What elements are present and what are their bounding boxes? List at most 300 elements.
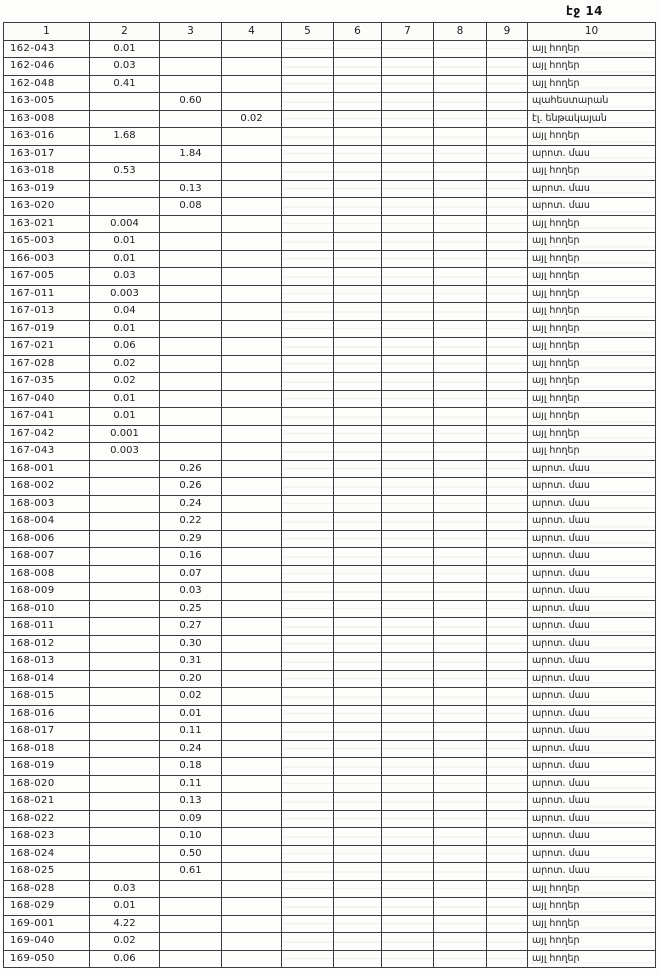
value-cell — [434, 163, 487, 181]
table-row — [4, 915, 656, 933]
parcel-code-cell: 168-004 — [4, 513, 90, 531]
value-cell — [434, 128, 487, 146]
value-cell — [90, 793, 160, 811]
value-cell — [382, 180, 434, 198]
value-cell — [382, 635, 434, 653]
value-cell — [382, 268, 434, 286]
value-cell — [222, 408, 282, 426]
value-cell — [282, 320, 334, 338]
parcel-code-cell: 166-003 — [4, 250, 90, 268]
value-cell — [434, 950, 487, 968]
value-cell — [282, 723, 334, 741]
value-cell — [434, 93, 487, 111]
table-header-row — [4, 23, 656, 41]
value-cell — [222, 670, 282, 688]
value-cell — [334, 530, 382, 548]
value-cell — [282, 670, 334, 688]
table-row — [4, 320, 656, 338]
land-type-cell: արոտ. մաս — [528, 688, 656, 706]
land-type-cell: արոտ. մաս — [528, 600, 656, 618]
value-cell — [434, 565, 487, 583]
value-cell — [282, 268, 334, 286]
value-cell — [222, 303, 282, 321]
value-cell — [282, 425, 334, 443]
value-cell — [487, 75, 528, 93]
value-cell — [160, 898, 222, 916]
parcel-code-cell: 167-019 — [4, 320, 90, 338]
value-cell — [222, 320, 282, 338]
parcel-code-cell: 168-002 — [4, 478, 90, 496]
table-row — [4, 215, 656, 233]
value-cell — [434, 250, 487, 268]
value-cell — [382, 110, 434, 128]
value-cell — [487, 110, 528, 128]
land-type-cell: այլ հողեր — [528, 285, 656, 303]
value-cell — [382, 128, 434, 146]
value-cell — [434, 268, 487, 286]
value-cell — [222, 775, 282, 793]
value-cell — [434, 355, 487, 373]
table-row — [4, 618, 656, 636]
value-cell — [434, 303, 487, 321]
table-row — [4, 723, 656, 741]
value-cell: 0.08 — [160, 198, 222, 216]
parcel-code-cell: 168-017 — [4, 723, 90, 741]
value-cell: 0.03 — [160, 583, 222, 601]
parcel-code-cell: 168-008 — [4, 565, 90, 583]
value-cell — [160, 40, 222, 58]
value-cell: 0.50 — [160, 845, 222, 863]
value-cell — [434, 530, 487, 548]
column-header: 2 — [90, 23, 160, 41]
value-cell — [382, 618, 434, 636]
value-cell — [334, 705, 382, 723]
value-cell — [487, 180, 528, 198]
table-row — [4, 198, 656, 216]
value-cell: 0.20 — [160, 670, 222, 688]
value-cell: 1.68 — [90, 128, 160, 146]
value-cell — [222, 180, 282, 198]
value-cell — [334, 128, 382, 146]
value-cell — [334, 653, 382, 671]
value-cell — [487, 373, 528, 391]
value-cell — [90, 688, 160, 706]
table-row — [4, 285, 656, 303]
column-header: 8 — [434, 23, 487, 41]
value-cell: 0.03 — [90, 880, 160, 898]
land-type-cell: այլ հողեր — [528, 933, 656, 951]
value-cell — [222, 688, 282, 706]
value-cell — [222, 600, 282, 618]
parcel-code-cell: 167-005 — [4, 268, 90, 286]
value-cell: 0.18 — [160, 758, 222, 776]
value-cell: 0.003 — [90, 443, 160, 461]
value-cell: 0.03 — [90, 58, 160, 76]
value-cell — [222, 723, 282, 741]
value-cell — [90, 670, 160, 688]
table-row — [4, 460, 656, 478]
parcel-code-cell: 168-024 — [4, 845, 90, 863]
value-cell: 0.01 — [90, 320, 160, 338]
value-cell — [434, 198, 487, 216]
value-cell — [282, 40, 334, 58]
value-cell — [282, 513, 334, 531]
table-row — [4, 793, 656, 811]
value-cell — [222, 565, 282, 583]
value-cell — [487, 828, 528, 846]
value-cell — [334, 268, 382, 286]
value-cell — [434, 58, 487, 76]
parcel-code-cell: 163-017 — [4, 145, 90, 163]
land-type-cell: արոտ. մաս — [528, 583, 656, 601]
value-cell — [282, 618, 334, 636]
value-cell — [382, 740, 434, 758]
value-cell — [334, 425, 382, 443]
value-cell — [334, 408, 382, 426]
value-cell — [222, 58, 282, 76]
value-cell — [160, 390, 222, 408]
value-cell — [487, 845, 528, 863]
value-cell — [487, 93, 528, 111]
value-cell: 0.09 — [160, 810, 222, 828]
value-cell — [282, 933, 334, 951]
value-cell — [434, 460, 487, 478]
land-type-cell: այլ հողեր — [528, 443, 656, 461]
parcel-code-cell: 167-041 — [4, 408, 90, 426]
page-number-label: էջ 14 — [566, 4, 604, 18]
value-cell — [90, 635, 160, 653]
table-row — [4, 950, 656, 968]
value-cell — [90, 513, 160, 531]
value-cell: 0.02 — [90, 355, 160, 373]
value-cell — [222, 810, 282, 828]
land-type-cell: արոտ. մաս — [528, 635, 656, 653]
value-cell: 0.10 — [160, 828, 222, 846]
value-cell — [334, 583, 382, 601]
parcel-code-cell: 168-021 — [4, 793, 90, 811]
value-cell — [434, 740, 487, 758]
column-header: 5 — [282, 23, 334, 41]
table-row — [4, 110, 656, 128]
value-cell — [160, 163, 222, 181]
value-cell — [487, 495, 528, 513]
value-cell — [382, 915, 434, 933]
land-type-cell: արոտ. մաս — [528, 460, 656, 478]
value-cell — [222, 828, 282, 846]
value-cell — [382, 58, 434, 76]
value-cell — [160, 950, 222, 968]
value-cell: 0.26 — [160, 478, 222, 496]
value-cell: 0.61 — [160, 863, 222, 881]
table-row — [4, 443, 656, 461]
table-row — [4, 425, 656, 443]
value-cell — [334, 618, 382, 636]
value-cell — [382, 443, 434, 461]
value-cell — [90, 565, 160, 583]
parcel-code-cell: 168-029 — [4, 898, 90, 916]
value-cell — [334, 478, 382, 496]
value-cell — [160, 320, 222, 338]
value-cell — [334, 670, 382, 688]
value-cell: 0.02 — [160, 688, 222, 706]
value-cell — [434, 618, 487, 636]
value-cell — [382, 845, 434, 863]
value-cell — [434, 408, 487, 426]
value-cell — [487, 530, 528, 548]
value-cell — [434, 915, 487, 933]
value-cell — [434, 583, 487, 601]
column-header: 10 — [528, 23, 656, 41]
value-cell — [282, 128, 334, 146]
value-cell — [282, 548, 334, 566]
value-cell — [222, 898, 282, 916]
parcel-code-cell: 168-025 — [4, 863, 90, 881]
value-cell — [90, 93, 160, 111]
value-cell — [334, 600, 382, 618]
land-type-cell: այլ հողեր — [528, 268, 656, 286]
value-cell — [334, 460, 382, 478]
value-cell: 0.003 — [90, 285, 160, 303]
value-cell — [434, 793, 487, 811]
value-cell — [334, 758, 382, 776]
value-cell: 4.22 — [90, 915, 160, 933]
value-cell — [334, 810, 382, 828]
value-cell — [222, 950, 282, 968]
value-cell — [222, 880, 282, 898]
value-cell — [434, 180, 487, 198]
parcel-code-cell: 162-043 — [4, 40, 90, 58]
land-type-cell: արոտ. մաս — [528, 810, 656, 828]
table-row — [4, 303, 656, 321]
value-cell: 0.02 — [90, 933, 160, 951]
value-cell — [487, 810, 528, 828]
table-row — [4, 653, 656, 671]
value-cell — [282, 845, 334, 863]
value-cell: 0.16 — [160, 548, 222, 566]
value-cell — [222, 513, 282, 531]
land-type-cell: արոտ. մաս — [528, 758, 656, 776]
value-cell — [334, 320, 382, 338]
value-cell — [334, 775, 382, 793]
value-cell — [90, 828, 160, 846]
parcel-code-cell: 168-018 — [4, 740, 90, 758]
value-cell — [382, 320, 434, 338]
value-cell — [434, 513, 487, 531]
land-type-cell: այլ հողեր — [528, 338, 656, 356]
value-cell — [382, 250, 434, 268]
value-cell — [222, 250, 282, 268]
value-cell — [487, 303, 528, 321]
value-cell: 0.01 — [90, 408, 160, 426]
value-cell — [382, 863, 434, 881]
value-cell — [90, 600, 160, 618]
value-cell — [434, 478, 487, 496]
value-cell — [282, 635, 334, 653]
value-cell — [487, 250, 528, 268]
value-cell — [282, 600, 334, 618]
value-cell — [334, 495, 382, 513]
parcel-code-cell: 168-010 — [4, 600, 90, 618]
parcel-code-cell: 167-040 — [4, 390, 90, 408]
parcel-code-cell: 168-019 — [4, 758, 90, 776]
value-cell — [222, 268, 282, 286]
value-cell — [334, 390, 382, 408]
value-cell — [487, 793, 528, 811]
value-cell — [282, 390, 334, 408]
value-cell — [282, 373, 334, 391]
value-cell — [487, 653, 528, 671]
land-type-cell: պահեստարան — [528, 93, 656, 111]
value-cell — [334, 75, 382, 93]
land-type-cell: այլ հողեր — [528, 233, 656, 251]
value-cell — [90, 845, 160, 863]
parcel-code-cell: 163-008 — [4, 110, 90, 128]
value-cell — [334, 93, 382, 111]
value-cell — [90, 110, 160, 128]
value-cell: 0.01 — [90, 898, 160, 916]
parcel-code-cell: 168-014 — [4, 670, 90, 688]
value-cell — [334, 898, 382, 916]
value-cell — [487, 898, 528, 916]
value-cell — [90, 548, 160, 566]
land-type-cell: այլ հողեր — [528, 408, 656, 426]
parcel-code-cell: 162-048 — [4, 75, 90, 93]
land-type-cell: արոտ. մաս — [528, 705, 656, 723]
land-type-cell: այլ հողեր — [528, 40, 656, 58]
value-cell — [222, 338, 282, 356]
value-cell: 0.60 — [160, 93, 222, 111]
parcel-code-cell: 167-043 — [4, 443, 90, 461]
value-cell — [334, 145, 382, 163]
value-cell — [334, 863, 382, 881]
value-cell — [222, 443, 282, 461]
value-cell — [382, 898, 434, 916]
parcel-code-cell: 168-012 — [4, 635, 90, 653]
value-cell — [382, 705, 434, 723]
column-header: 4 — [222, 23, 282, 41]
value-cell — [487, 740, 528, 758]
table-row — [4, 250, 656, 268]
value-cell — [222, 285, 282, 303]
value-cell — [222, 635, 282, 653]
land-type-cell: այլ հողեր — [528, 880, 656, 898]
value-cell — [160, 285, 222, 303]
value-cell — [334, 163, 382, 181]
parcel-code-cell: 168-028 — [4, 880, 90, 898]
value-cell: 0.13 — [160, 793, 222, 811]
value-cell: 0.06 — [90, 950, 160, 968]
value-cell — [282, 793, 334, 811]
table-row — [4, 408, 656, 426]
table-row — [4, 758, 656, 776]
table-row — [4, 635, 656, 653]
value-cell — [222, 548, 282, 566]
value-cell — [334, 880, 382, 898]
table-row — [4, 180, 656, 198]
value-cell — [487, 705, 528, 723]
table-row — [4, 705, 656, 723]
table-row — [4, 145, 656, 163]
land-type-cell: արոտ. մաս — [528, 478, 656, 496]
value-cell — [382, 75, 434, 93]
value-cell — [434, 373, 487, 391]
value-cell — [434, 653, 487, 671]
value-cell — [434, 215, 487, 233]
table-row — [4, 75, 656, 93]
value-cell: 0.02 — [90, 373, 160, 391]
value-cell — [334, 443, 382, 461]
value-cell — [434, 425, 487, 443]
value-cell — [382, 775, 434, 793]
value-cell — [334, 828, 382, 846]
value-cell — [487, 408, 528, 426]
value-cell — [222, 653, 282, 671]
table-row — [4, 828, 656, 846]
value-cell: 0.27 — [160, 618, 222, 636]
value-cell — [487, 460, 528, 478]
land-type-cell: էլ. ենթակայան — [528, 110, 656, 128]
value-cell — [382, 670, 434, 688]
value-cell — [487, 355, 528, 373]
value-cell — [282, 565, 334, 583]
value-cell — [382, 810, 434, 828]
value-cell — [434, 233, 487, 251]
value-cell — [160, 425, 222, 443]
value-cell — [382, 145, 434, 163]
table-row — [4, 530, 656, 548]
value-cell — [160, 338, 222, 356]
land-type-cell: արոտ. մաս — [528, 863, 656, 881]
value-cell — [90, 530, 160, 548]
value-cell — [160, 915, 222, 933]
parcel-code-cell: 163-019 — [4, 180, 90, 198]
value-cell — [222, 198, 282, 216]
value-cell — [282, 478, 334, 496]
parcel-code-cell: 163-020 — [4, 198, 90, 216]
value-cell: 0.13 — [160, 180, 222, 198]
value-cell — [222, 390, 282, 408]
value-cell — [382, 758, 434, 776]
value-cell — [160, 880, 222, 898]
column-header: 3 — [160, 23, 222, 41]
table-row — [4, 600, 656, 618]
value-cell — [487, 548, 528, 566]
value-cell — [282, 950, 334, 968]
land-type-cell: արոտ. մաս — [528, 495, 656, 513]
land-type-cell: արոտ. մաս — [528, 828, 656, 846]
value-cell — [487, 758, 528, 776]
value-cell — [487, 635, 528, 653]
value-cell — [160, 933, 222, 951]
value-cell: 0.01 — [160, 705, 222, 723]
value-cell — [282, 338, 334, 356]
value-cell — [334, 58, 382, 76]
parcel-code-cell: 168-013 — [4, 653, 90, 671]
value-cell — [282, 495, 334, 513]
land-type-cell: այլ հողեր — [528, 58, 656, 76]
table-row — [4, 688, 656, 706]
value-cell — [487, 723, 528, 741]
value-cell — [90, 583, 160, 601]
value-cell — [222, 845, 282, 863]
value-cell — [382, 198, 434, 216]
table-row — [4, 390, 656, 408]
value-cell — [282, 775, 334, 793]
land-type-cell: այլ հողեր — [528, 215, 656, 233]
value-cell — [222, 75, 282, 93]
land-type-cell: արոտ. մաս — [528, 793, 656, 811]
value-cell — [160, 250, 222, 268]
